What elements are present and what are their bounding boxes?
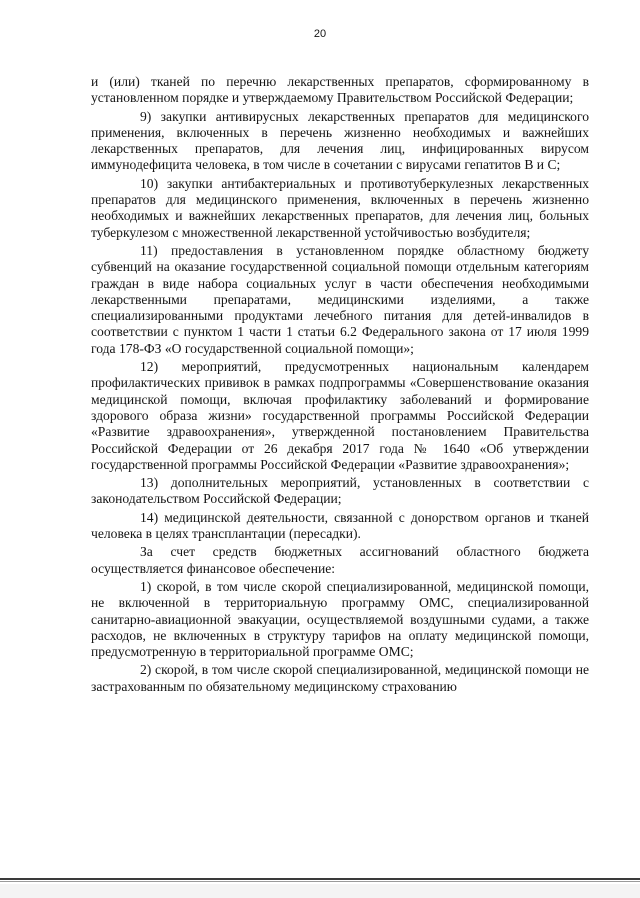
paragraph-item-12: 12) мероприятий, предусмотренных национальным календарем профилактических прививок в рамках подпрограммы «Совершенствование оказания медицинской помощи, включая профилактику заболеваний и формирование здорового образа жизни» государственной программы Российской Федерации «Развитие здравоохранения», утвержденной постановлением Правительства Российской Федерации от 26 декабря 2017 года № 1640 «Об утверждении государственной программы Российской Федерации «Развитие здравоохранения»;: [91, 359, 589, 472]
scan-bottom-margin: [0, 884, 640, 898]
scan-edge-shadow: [0, 881, 640, 882]
paragraph-item-9: 9) закупки антивирусных лекарственных препаратов для медицинского применения, включенных в перечень жизненно необходимых и важнейших лекарственных препаратов, для лечения лиц, инфицированных вирусом иммунодефицита человека, в том числе в сочетании с вирусами гепатитов В и С;: [91, 108, 589, 173]
scan-edge-line: [0, 878, 640, 880]
paragraph-funding-intro: За счет средств бюджетных ассигнований областного бюджета осуществляется финансовое обеспечение:: [91, 544, 589, 576]
paragraph-item-14: 14) медицинской деятельности, связанной с донорством органов и тканей человека в целях трансплантации (пересадки).: [91, 509, 589, 542]
paragraph-continuation: и (или) тканей по перечню лекарственных препаратов, сформированному в установленном порядке и утверждаемому Правительством Российской Федерации;: [91, 74, 589, 106]
paragraph-item-10: 10) закупки антибактериальных и противотуберкулезных лекарственных препаратов для медицинского применения, включенных в перечень жизненно необходимых и важнейших лекарственных препаратов, для лечения лиц, больных туберкулезом с множественной лекарственной устойчивостью возбудителя;: [91, 175, 589, 240]
paragraph-item-11: 11) предоставления в установленном порядке областному бюджету субвенций на оказание государственной социальной помощи отдельным категориям граждан в виде набора социальных услуг в части обеспечения необходимыми лекарственными препаратами, медицинскими изделиями, а также специализированными продуктами лечебного питания для детей-инвалидов в соответствии с пунктом 1 части 1 статьи 6.2 Федерального закона от 17 июля 1999 года 178-ФЗ «О государственной социальной помощи»;: [91, 242, 589, 356]
page-number: 20: [313, 28, 327, 40]
document-body: [91, 74, 589, 695]
paragraph-item-13: 13) дополнительных мероприятий, установленных в соответствии с законодательством Российской Федерации;: [91, 475, 589, 507]
paragraph-funding-1: 1) скорой, в том числе скорой специализированной, медицинской помощи, не включенной в территориальную программу ОМС, специализированной санитарно-авиационной эвакуации, осуществляемой воздушными судами, а также расходов, не включенных в структуру тарифов на оплату медицинской помощи, предусмотренную в территориальной программе ОМС;: [91, 578, 589, 660]
paragraph-funding-2: 2) скорой, в том числе скорой специализированной, медицинской помощи не застрахованным по обязательному медицинскому страхованию: [91, 662, 589, 694]
